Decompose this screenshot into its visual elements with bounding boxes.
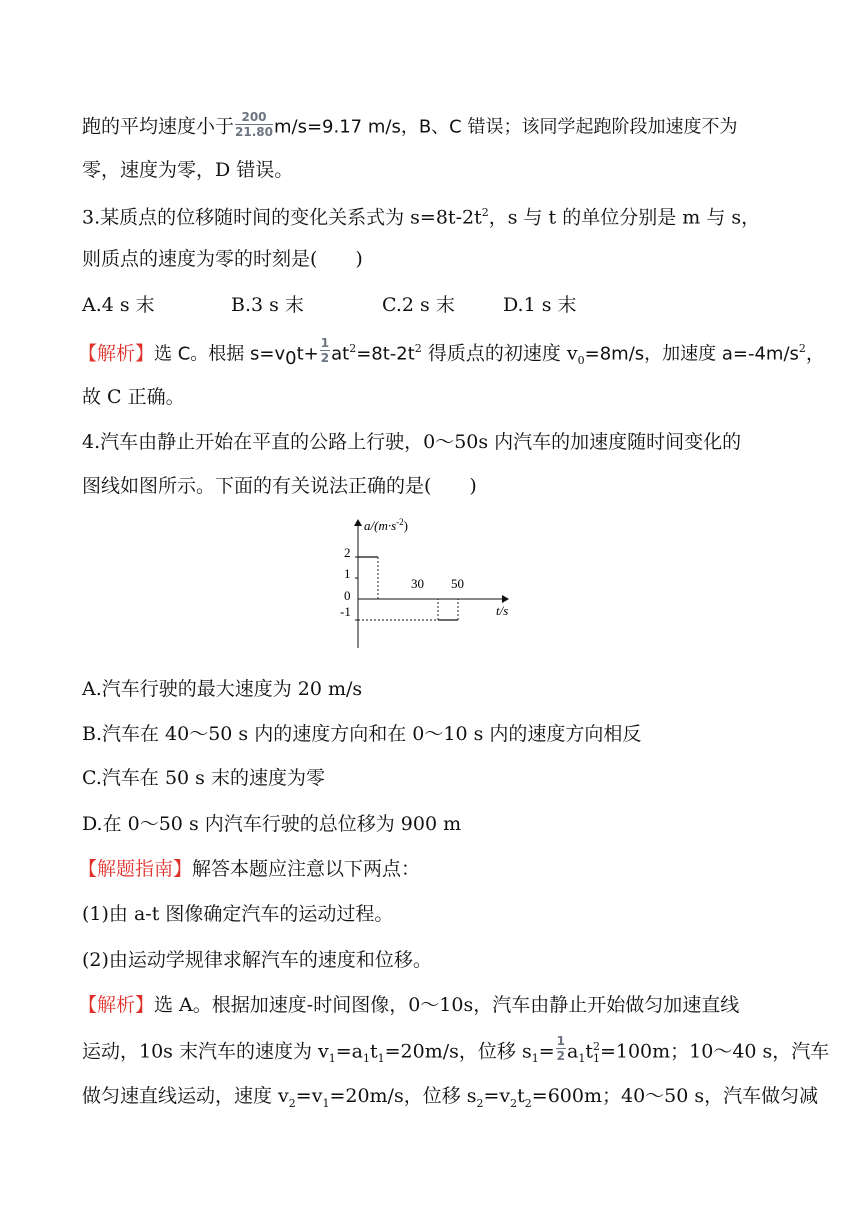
text-fragment: =a xyxy=(335,1040,363,1063)
text-fragment: 做匀速直线运动，速度 v xyxy=(82,1085,289,1107)
text-fragment: C.汽车在 50 s 末的速度为零 xyxy=(82,767,325,789)
text-fragment: 故 C 正确。 xyxy=(82,386,185,408)
option-b: B.3 s 末 xyxy=(231,294,304,316)
option-c: C.2 s 末 xyxy=(382,294,455,316)
text-fragment: = xyxy=(538,1040,555,1063)
text-fragment: =20m/s，位移 s xyxy=(384,1040,532,1063)
x-tick-label: 30 xyxy=(411,576,424,591)
question-4-line-1 xyxy=(82,433,741,452)
text-fragment: =20m/s，位移 s xyxy=(329,1085,477,1107)
subscript: 2 xyxy=(476,1096,484,1110)
subscript: 2 xyxy=(524,1096,532,1110)
text-fragment: =600m；40～50 s，汽车做匀减 xyxy=(531,1085,819,1107)
subscript: 0 xyxy=(285,348,297,370)
text-fragment: 得质点的初速度 v xyxy=(421,342,578,365)
text-fragment: B.汽车在 40～50 s 内的速度方向和在 0～10 s 内的速度方向相反 xyxy=(82,723,642,745)
text-fragment: at xyxy=(331,343,350,365)
guide-point-2 xyxy=(82,951,432,970)
option-d: D.1 s 末 xyxy=(503,294,577,316)
guide-tag: 【解题指南】 xyxy=(78,858,193,880)
answer-4-line-1 xyxy=(78,996,739,1015)
fraction xyxy=(320,337,330,364)
subscript: 1 xyxy=(363,1052,370,1066)
acceleration-time-graph xyxy=(330,512,530,654)
superscript: 2 xyxy=(481,206,489,219)
subscript: 1 xyxy=(377,1052,385,1066)
text-fragment: (1)由 a-t 图像确定汽车的运动过程。 xyxy=(82,903,394,925)
y-axis-label-text: a/(m·s xyxy=(364,518,397,533)
text-fragment: ，s 与 t 的单位分别是 m 与 s， xyxy=(488,206,761,229)
question-4-option-a xyxy=(82,680,362,699)
text-fragment: t xyxy=(517,1085,525,1107)
text-fragment: t xyxy=(370,1040,378,1063)
text-fragment: 解答本题应注意以下两点： xyxy=(192,858,421,880)
text-fragment: t+ xyxy=(296,343,319,365)
analysis-tag: 【解析】 xyxy=(78,342,155,365)
answer-4-line-3 xyxy=(82,1087,818,1109)
guide-point-1 xyxy=(82,905,393,924)
y-tick-label: -1 xyxy=(340,604,351,619)
subscript: 1 xyxy=(531,1052,539,1066)
text-fragment: t xyxy=(585,1040,593,1063)
y-tick-label: 1 xyxy=(344,566,351,581)
text-fragment: =8t-2t xyxy=(356,343,415,365)
text-fragment: a xyxy=(566,1040,579,1063)
plot-layer xyxy=(355,557,458,620)
subscript: 2 xyxy=(288,1096,296,1110)
subscript: 0 xyxy=(577,354,585,368)
text-fragment: =v xyxy=(295,1085,323,1107)
fraction-numerator: 200 xyxy=(235,111,273,125)
fraction xyxy=(556,1035,566,1062)
question-4-option-b xyxy=(82,725,641,744)
y-axis-label-end: ) xyxy=(403,518,408,533)
question-3-line-1 xyxy=(82,207,760,227)
text-line-2 xyxy=(82,161,293,180)
text-fragment: A.汽车行驶的最大速度为 20 m/s xyxy=(82,678,363,700)
y-axis-label xyxy=(364,517,408,533)
superscript: 2 xyxy=(592,1040,600,1053)
subscript: 1 xyxy=(578,1052,586,1066)
text-fragment: D.在 0～50 s 内汽车行驶的总位移为 900 m xyxy=(82,813,462,835)
text-fragment: 3.某质点的位移随时间的变化关系式为 s=8t-2t xyxy=(82,206,482,229)
text-fragment: 则质点的速度为零的时刻是( ) xyxy=(82,248,363,270)
text-fragment: 零，速度为零，D 错误。 xyxy=(82,159,294,181)
guide-line xyxy=(78,860,420,879)
subscript: 1 xyxy=(592,1052,600,1066)
text-fragment: m/s=9.17 m/s，B、C 错误；该同学起跑阶段加速度不为 xyxy=(273,116,738,138)
question-4-option-c xyxy=(82,769,325,788)
option-a: A.4 s 末 xyxy=(82,294,155,316)
answer-4-line-2 xyxy=(82,1033,830,1066)
fraction xyxy=(235,111,273,138)
text-fragment: 选 A。根据加速度-时间图像，0～10s，汽车由静止开始做匀加速直线 xyxy=(154,994,740,1016)
fraction-denominator: 2 xyxy=(556,1048,565,1063)
subscript: 1 xyxy=(322,1096,330,1110)
text-fragment: 运动，10s 末汽车的速度为 v xyxy=(82,1040,329,1063)
text-fragment: 选 C。根据 s=v xyxy=(154,343,286,365)
superscript: 2 xyxy=(798,342,806,355)
superscript: 2 xyxy=(349,342,357,355)
question-3-line-2 xyxy=(82,250,363,269)
fraction-denominator: 21.80 xyxy=(235,125,273,139)
question-4-option-d xyxy=(82,815,461,834)
subscript: 1 xyxy=(328,1052,336,1066)
analysis-tag: 【解析】 xyxy=(78,994,155,1016)
text-fragment: (2)由运动学规律求解汽车的速度和位移。 xyxy=(82,949,432,971)
y-axis-label-sup: -2 xyxy=(396,517,404,527)
text-fragment: =8m/s，加速度 a=-4m/s xyxy=(584,343,799,365)
text-fragment: ， xyxy=(805,342,825,365)
fraction-numerator: 1 xyxy=(556,1033,565,1048)
fraction-denominator: 2 xyxy=(320,350,330,365)
y-tick-label: 2 xyxy=(344,545,351,560)
text-fragment: 跑的平均速度小于 xyxy=(82,115,235,138)
superscript: 2 xyxy=(414,342,422,355)
text-fragment: =v xyxy=(483,1085,511,1107)
text-fragment: =100m；10～40 s，汽车 xyxy=(599,1040,830,1063)
question-3-options xyxy=(82,296,577,315)
text-fragment: 图线如图所示。下面的有关说法正确的是( ) xyxy=(82,475,477,497)
question-4-line-2 xyxy=(82,477,477,496)
x-tick-label: 50 xyxy=(451,576,464,591)
text-line-1 xyxy=(82,110,738,139)
fraction-numerator: 1 xyxy=(320,335,330,350)
answer-3-line-1 xyxy=(78,335,825,370)
text-fragment: 4.汽车由静止开始在平直的公路上行驶，0～50s 内汽车的加速度随时间变化的 xyxy=(82,431,742,453)
y-tick-label: 0 xyxy=(344,588,351,603)
answer-3-line-2 xyxy=(82,388,185,407)
x-axis-label: t/s xyxy=(496,603,509,618)
subscript: 2 xyxy=(510,1096,518,1110)
